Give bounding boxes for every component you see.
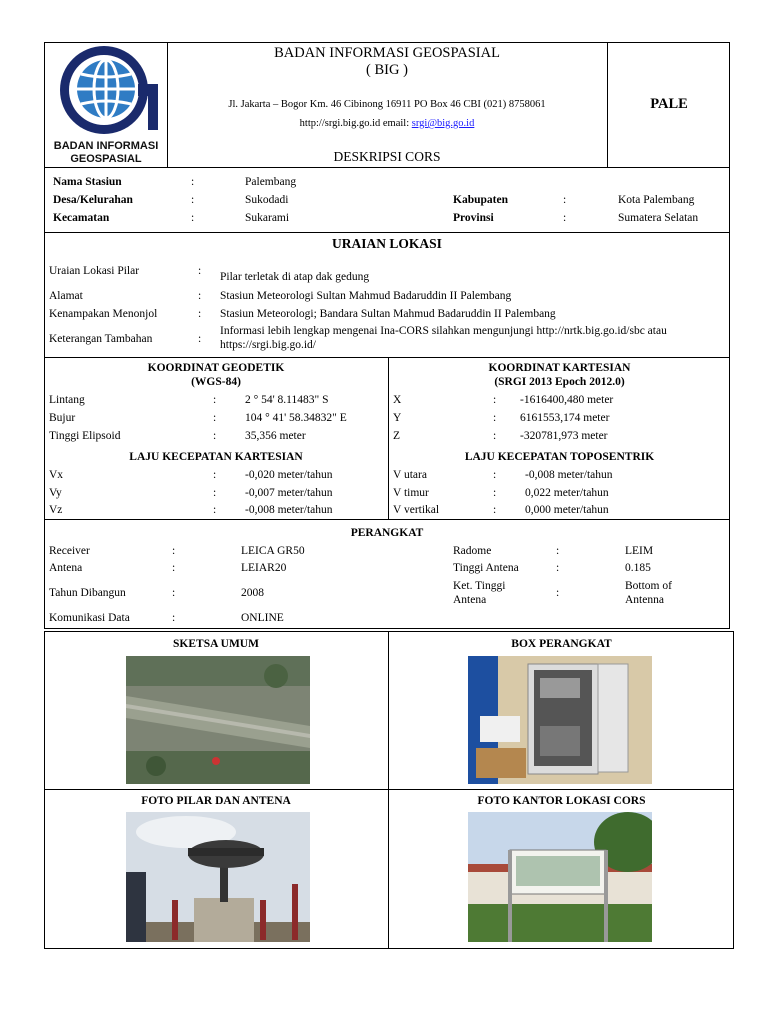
cart-value: -320781,973 meter bbox=[520, 430, 608, 442]
geo-value: 2 ° 54' 8.11483" S bbox=[245, 394, 329, 406]
perangkat-value: LEICA GR50 bbox=[241, 545, 305, 557]
box-photo bbox=[468, 656, 652, 784]
perangkat-label: Komunikasi Data bbox=[49, 612, 130, 624]
colon: : bbox=[198, 290, 202, 302]
pilar-photo bbox=[126, 812, 310, 942]
perangkat-label: Ket. Tinggi Antena bbox=[453, 580, 506, 606]
colon: : bbox=[172, 587, 176, 599]
kartesian-subtitle: (SRGI 2013 Epoch 2012.0) bbox=[494, 376, 625, 388]
perangkat-value: 0.185 bbox=[625, 562, 651, 574]
colon: : bbox=[493, 412, 497, 424]
perangkat-label: Tahun Dibangun bbox=[49, 587, 126, 599]
logo-text-line2: GEOSPASIAL bbox=[70, 153, 142, 165]
colon: : bbox=[493, 394, 497, 406]
colon: : bbox=[213, 412, 217, 424]
colon: : bbox=[198, 265, 202, 277]
colon: : bbox=[563, 194, 567, 206]
sketsa-photo bbox=[126, 656, 310, 784]
colon: : bbox=[198, 333, 202, 345]
perangkat-top-line bbox=[44, 519, 730, 520]
box-title: BOX PERANGKAT bbox=[511, 638, 612, 650]
colon: : bbox=[191, 194, 195, 206]
perangkat-value: LEIM bbox=[625, 545, 654, 557]
cart-label: Z bbox=[393, 430, 401, 442]
globe-logo-icon bbox=[50, 44, 162, 136]
geo-value: 104 ° 41' 58.34832" E bbox=[245, 412, 347, 424]
colon: : bbox=[213, 394, 217, 406]
perangkat-title: PERANGKAT bbox=[350, 527, 424, 539]
org-name: BADAN INFORMASI GEOSPASIAL bbox=[274, 45, 500, 61]
lokasi-value: Stasiun Meteorologi Sultan Mahmud Badaruddin II Palembang bbox=[220, 290, 512, 302]
vel-value: -0,008 meter/tahun bbox=[245, 504, 333, 516]
colon: : bbox=[556, 545, 560, 557]
web-email bbox=[168, 117, 606, 131]
colon: : bbox=[556, 562, 560, 574]
kab-label: Kabupaten bbox=[453, 194, 508, 206]
colon: : bbox=[191, 212, 195, 224]
geo-label: Bujur bbox=[49, 412, 76, 424]
cart-label: Y bbox=[393, 412, 402, 424]
web-prefix: http://srgi.big.go.id email: bbox=[299, 118, 412, 129]
cart-label: X bbox=[393, 394, 402, 406]
vel-label: Vz bbox=[49, 504, 63, 516]
lokasi-title: URAIAN LOKASI bbox=[332, 236, 442, 251]
big-logo bbox=[50, 44, 162, 136]
kantor-photo bbox=[468, 812, 652, 942]
address: Jl. Jakarta – Bogor Km. 46 Cibinong 16911 PO Box 46 CBI (021) 8758061 bbox=[228, 99, 546, 110]
geodetik-subtitle: (WGS-84) bbox=[191, 376, 241, 388]
cart-value: 6161553,174 meter bbox=[520, 412, 610, 424]
kantor-title: FOTO KANTOR LOKASI CORS bbox=[477, 795, 646, 807]
coord-top-line bbox=[44, 357, 730, 358]
desa-value: Sukodadi bbox=[245, 194, 289, 206]
sketsa-title: SKETSA UMUM bbox=[173, 638, 259, 650]
geo-value: 35,356 meter bbox=[245, 430, 306, 442]
photos-center-line bbox=[388, 631, 389, 949]
perangkat-label: Antena bbox=[49, 562, 83, 574]
vel-value: -0,007 meter/tahun bbox=[245, 487, 333, 499]
station-code: PALE bbox=[650, 96, 688, 112]
topo-label: V vertikal bbox=[393, 504, 440, 516]
kartesian-title: KOORDINAT KARTESIAN bbox=[488, 362, 631, 374]
topo-value: 0,000 meter/tahun bbox=[525, 504, 609, 516]
logo-text-line1: BADAN INFORMASI bbox=[53, 140, 159, 152]
lokasi-value: Stasiun Meteorologi; Bandara Sultan Mahmud Badaruddin II Palembang bbox=[220, 308, 556, 320]
topo-value: 0,022 meter/tahun bbox=[525, 487, 609, 499]
topo-label: V timur bbox=[393, 487, 429, 499]
perangkat-label: Receiver bbox=[49, 545, 90, 557]
vel-value: -0,020 meter/tahun bbox=[245, 469, 333, 481]
lokasi-value: Pilar terletak di atap dak gedung bbox=[220, 271, 370, 283]
org-abbr: ( BIG ) bbox=[366, 62, 408, 78]
colon: : bbox=[198, 308, 202, 320]
email-link[interactable]: srgi@big.go.id bbox=[411, 118, 475, 129]
perangkat-value: Bottom of Antenna bbox=[625, 580, 672, 606]
pilar-title: FOTO PILAR DAN ANTENA bbox=[141, 795, 291, 807]
perangkat-value: ONLINE bbox=[241, 612, 284, 624]
topo-label: V utara bbox=[393, 469, 427, 481]
colon: : bbox=[172, 545, 176, 557]
colon: : bbox=[213, 487, 217, 499]
kec-label: Kecamatan bbox=[53, 212, 110, 224]
colon: : bbox=[563, 212, 567, 224]
geodetik-title: KOORDINAT GEODETIK bbox=[147, 362, 285, 374]
cart-value: -1616400,480 meter bbox=[520, 394, 614, 406]
kab-value: Kota Palembang bbox=[618, 194, 695, 206]
colon: : bbox=[213, 469, 217, 481]
laju-toposentrik-title: LAJU KECEPATAN TOPOSENTRIK bbox=[464, 451, 655, 463]
vel-label: Vy bbox=[49, 487, 62, 499]
photos-middle-line bbox=[44, 789, 734, 790]
colon: : bbox=[493, 469, 497, 481]
perangkat-label: Tinggi Antena bbox=[453, 562, 519, 574]
lokasi-label: Keterangan Tambahan bbox=[49, 333, 153, 345]
prov-value: Sumatera Selatan bbox=[618, 212, 699, 224]
geo-label: Lintang bbox=[49, 394, 85, 406]
laju-kartesian-title: LAJU KECEPATAN KARTESIAN bbox=[129, 451, 303, 463]
colon: : bbox=[191, 176, 195, 188]
topo-value: -0,008 meter/tahun bbox=[525, 469, 613, 481]
colon: : bbox=[213, 430, 217, 442]
colon: : bbox=[493, 430, 497, 442]
colon: : bbox=[172, 562, 176, 574]
nama-label: Nama Stasiun bbox=[53, 176, 122, 188]
colon: : bbox=[172, 612, 176, 624]
lokasi-label: Uraian Lokasi Pilar bbox=[49, 265, 140, 277]
geo-label: Tinggi Elipsoid bbox=[49, 430, 121, 442]
colon: : bbox=[213, 504, 217, 516]
colon: : bbox=[493, 487, 497, 499]
colon: : bbox=[493, 504, 497, 516]
doc-title: DESKRIPSI CORS bbox=[333, 149, 441, 164]
lokasi-label: Kenampakan Menonjol bbox=[49, 308, 158, 320]
nama-value: Palembang bbox=[245, 176, 297, 188]
desa-label: Desa/Kelurahan bbox=[53, 194, 133, 206]
prov-label: Provinsi bbox=[453, 212, 494, 224]
colon: : bbox=[556, 587, 560, 599]
kec-value: Sukarami bbox=[245, 212, 290, 224]
perangkat-value: 2008 bbox=[241, 587, 264, 599]
perangkat-label: Radome bbox=[453, 545, 492, 557]
lokasi-label: Alamat bbox=[49, 290, 83, 302]
lokasi-value: Informasi lebih lengkap mengenai Ina-CORS silahkan mengunjungi http://nrtk.big.go.id/sbc atau https://srgi.big.go.id/ bbox=[220, 325, 667, 351]
perangkat-value: LEIAR20 bbox=[241, 562, 287, 574]
vel-label: Vx bbox=[49, 469, 64, 481]
